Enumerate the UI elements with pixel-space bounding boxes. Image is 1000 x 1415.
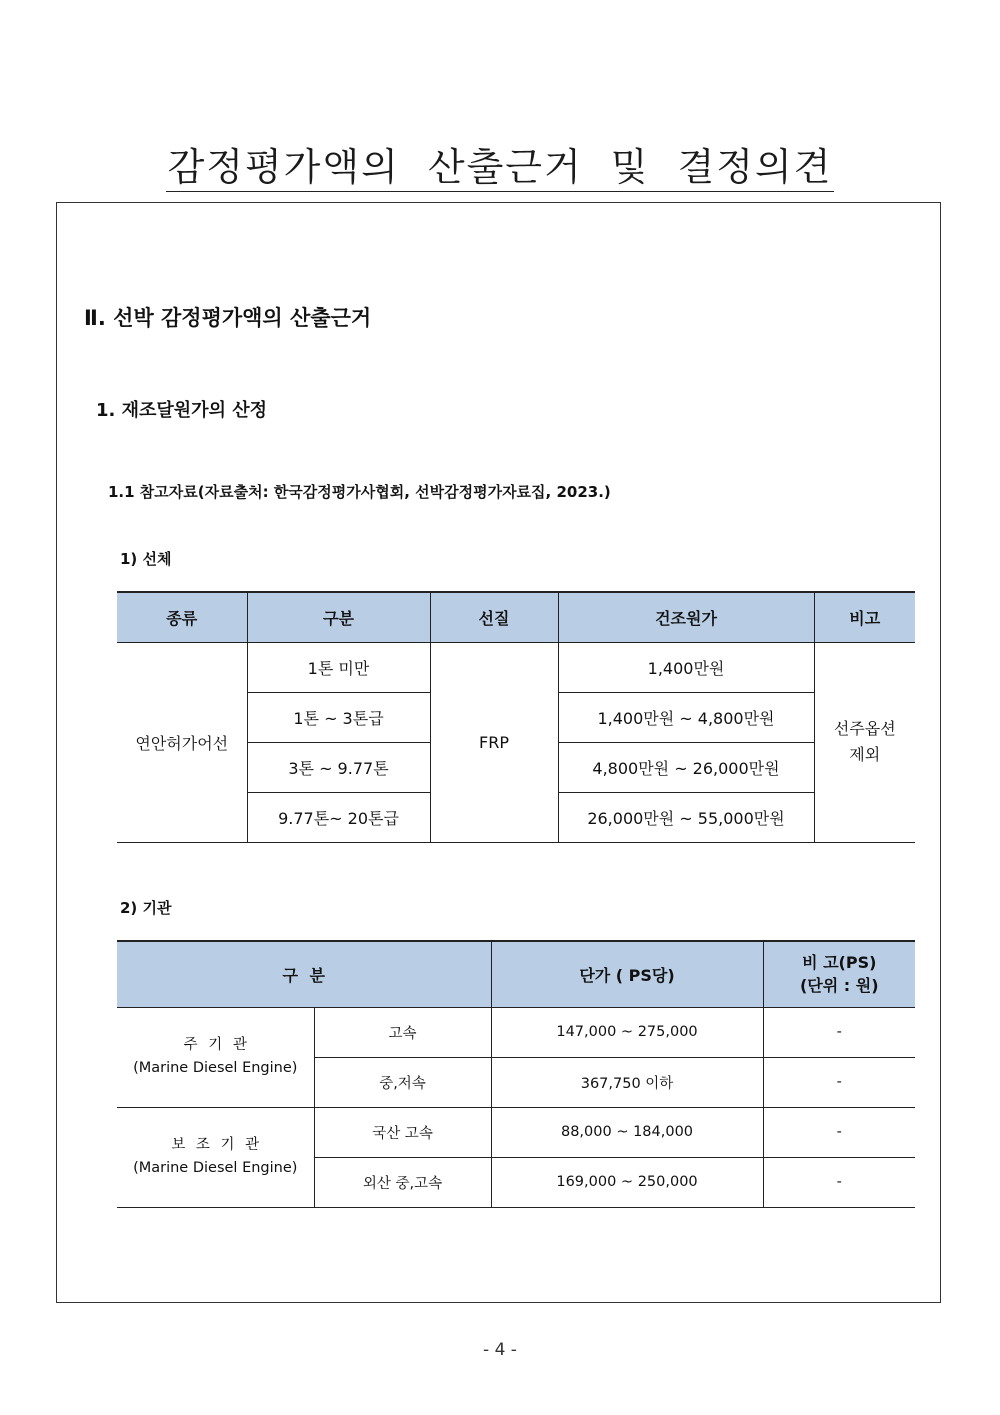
cell-category: 1톤 미만: [247, 642, 430, 692]
hull-table-heading: 1) 선체: [120, 550, 172, 568]
table-row: [117, 1107, 915, 1157]
page-title: [0, 136, 1000, 191]
cell-cost: 26,000만원 ~ 55,000만원: [558, 792, 814, 842]
header-category: 구 분: [117, 941, 491, 1007]
header-category: 구분: [247, 592, 430, 642]
remark-line-2: 제외: [849, 745, 881, 764]
cell-cost: 1,400만원: [558, 642, 814, 692]
hull-cost-table: [117, 591, 915, 843]
page-number: - 4 -: [483, 1340, 517, 1360]
engine-table-heading: 2) 기관: [120, 899, 172, 917]
cell-remark: [814, 642, 915, 842]
cell-category: 1톤 ~ 3톤급: [247, 692, 430, 742]
cell-remark: -: [763, 1057, 915, 1107]
cell-unit-price: 88,000 ~ 184,000: [491, 1107, 763, 1157]
header-unit-price: 단가 ( PS당): [491, 941, 763, 1007]
engine-group-subtitle: (Marine Diesel Engine): [133, 1160, 298, 1176]
header-remark-line-1: 비 고(PS): [802, 953, 877, 973]
cell-remark: -: [763, 1007, 915, 1057]
engine-group-name: 보 조 기 관: [171, 1136, 260, 1153]
cell-engine-type: 고속: [314, 1007, 491, 1057]
header-type: 종류: [117, 592, 247, 642]
table-row: [117, 1007, 915, 1057]
engine-group-name: 주 기 관: [183, 1036, 247, 1053]
page-title-text: 감정평가액의 산출근거 및 결정의견: [166, 145, 835, 192]
cell-material: FRP: [430, 642, 558, 842]
header-remark: [763, 941, 915, 1007]
cell-remark: -: [763, 1157, 915, 1207]
table-header-row: [117, 941, 915, 1007]
engine-group-subtitle: (Marine Diesel Engine): [133, 1060, 298, 1076]
cell-cost: 4,800만원 ~ 26,000만원: [558, 742, 814, 792]
cell-unit-price: 169,000 ~ 250,000: [491, 1157, 763, 1207]
remark-line-1: 선주옵션: [833, 719, 896, 739]
header-build-cost: 건조원가: [558, 592, 814, 642]
section-heading: Ⅱ. 선박 감정평가액의 산출근거: [84, 306, 372, 330]
table-row: [117, 642, 915, 692]
cell-unit-price: 147,000 ~ 275,000: [491, 1007, 763, 1057]
subheading-reference-source: 1.1 참고자료(자료출처: 한국감정평가사협회, 선박감정평가자료집, 2023.): [108, 483, 611, 501]
cell-engine-type: 중,저속: [314, 1057, 491, 1107]
header-remark: 비고: [814, 592, 915, 642]
header-remark-line-2: (단위 : 원): [799, 976, 879, 996]
cell-category: 9.77톤~ 20톤급: [247, 792, 430, 842]
header-material: 선질: [430, 592, 558, 642]
cell-category: 3톤 ~ 9.77톤: [247, 742, 430, 792]
table-header-row: [117, 592, 915, 642]
cell-engine-type: 국산 고속: [314, 1107, 491, 1157]
cell-vessel-type: 연안허가어선: [117, 642, 247, 842]
engine-cost-table: [117, 940, 915, 1208]
cell-engine-group: [117, 1107, 314, 1207]
cell-remark: -: [763, 1107, 915, 1157]
cell-cost: 1,400만원 ~ 4,800만원: [558, 692, 814, 742]
cell-engine-type: 외산 중,고속: [314, 1157, 491, 1207]
cell-unit-price: 367,750 이하: [491, 1057, 763, 1107]
cell-engine-group: [117, 1007, 314, 1107]
subheading-replacement-cost: 1. 재조달원가의 산정: [96, 400, 267, 421]
